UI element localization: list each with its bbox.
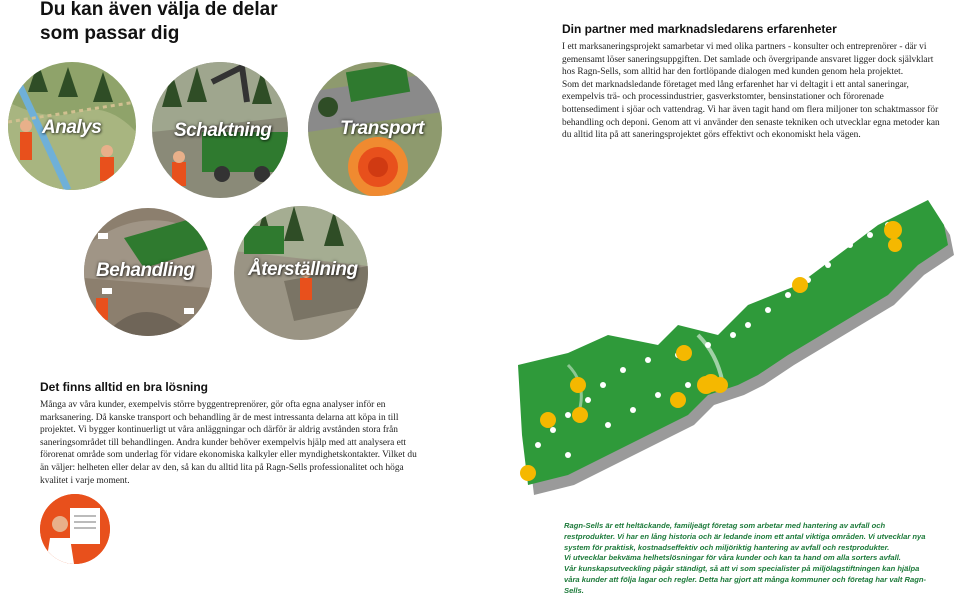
sweden-map [508, 185, 960, 505]
document-illustration [40, 494, 110, 564]
service-label: Återställning [248, 259, 358, 280]
partner-paragraph: I ett marksaneringsprojekt samarbetar vi med olika partners - konsulter och entreprenörer - där vi gemensamt löser saneringsuppgiften. Det samlade och övergripande ansvaret ligger dock självklart hos Ragn-Sells, som alltid har den fortlöpande dialogen med kunden genom hela projektet. [562, 42, 934, 78]
partner-paragraph: Som det marknadsledande företaget med lång erfarenhet har vi deltagit i ett antal saneringar, exempelvis trä- och processindustrier, gasverkstomter, bensinstationer och förorenade bottensediment i sjöar och vattendrag. Vi har även tagit hand om flera miljoner ton schaktmassor för behandling och deponi. Genom att vi använder den senaste tekniken och utvecklar egna metoder kan du alltid lita på att saneringsprojektet görs effektivt och ekonomiskt hela vägen. [562, 79, 940, 141]
service-label: Analys [42, 117, 102, 138]
company-description-line: Vi utvecklar bekväma helhetslösningar för våra kunder och kan ta hand om alla sorters avfall. [564, 553, 901, 563]
service-label: Transport [340, 118, 424, 139]
analys-illustration [8, 62, 136, 190]
service-label: Schaktning [174, 120, 272, 141]
behandling-illustration [84, 208, 212, 336]
partner-body [562, 41, 942, 142]
aterstallning-illustration [234, 206, 368, 340]
solution-body: Många av våra kunder, exempelvis större byggentreprenörer, gör ofta egna analyser inför en marksanering. Då kanske transport och behandling är de mest intressanta delarna att köpa in till projektet. Vi bygger kontinuerligt ut våra anläggningar och därför är aldrig avstånden stora från saneringsområdet till behandlingen. Andra kunder behöver exempelvis hjälp med att analysera ett förorenat område som underlag för vidare ekonomiska kalkyler eller myndighetskontakter. Vilket du än väljer: helheten eller delar av den, så kan du alltid lita på Ragn-Sells professionalitet och höga kvalitet i varje moment. [40, 400, 417, 486]
page-title: Du kan även välja de delar som passar dig [40, 0, 278, 44]
schaktning-illustration [152, 62, 288, 198]
transport-illustration [308, 62, 442, 196]
company-description-line: Vår kunskapsutveckling pågår ständigt, så att vi som specialister på miljölagstiftningen kan hjälpa våra kunder att följa lagar och regler. Detta har gjort att många kommuner och företag har valt Ragn-Sells. [564, 564, 927, 595]
solution-heading: Det finns alltid en bra lösning [40, 380, 209, 394]
company-description-line: Ragn-Sells är ett heltäckande, familjeägt företag som arbetar med hantering av avfall och restprodukter. Vi har en lång historia och är ledande inom ett antal viktiga områden. Vi utvecklar nya system för praktisk, kostnadseffektiv och miljöriktig hantering av avfall och restprodukter. [564, 521, 926, 552]
service-label: Behandling [96, 260, 195, 281]
company-description [564, 521, 934, 597]
map-land [518, 200, 948, 485]
partner-heading: Din partner med marknadsledarens erfarenheter [562, 22, 837, 36]
